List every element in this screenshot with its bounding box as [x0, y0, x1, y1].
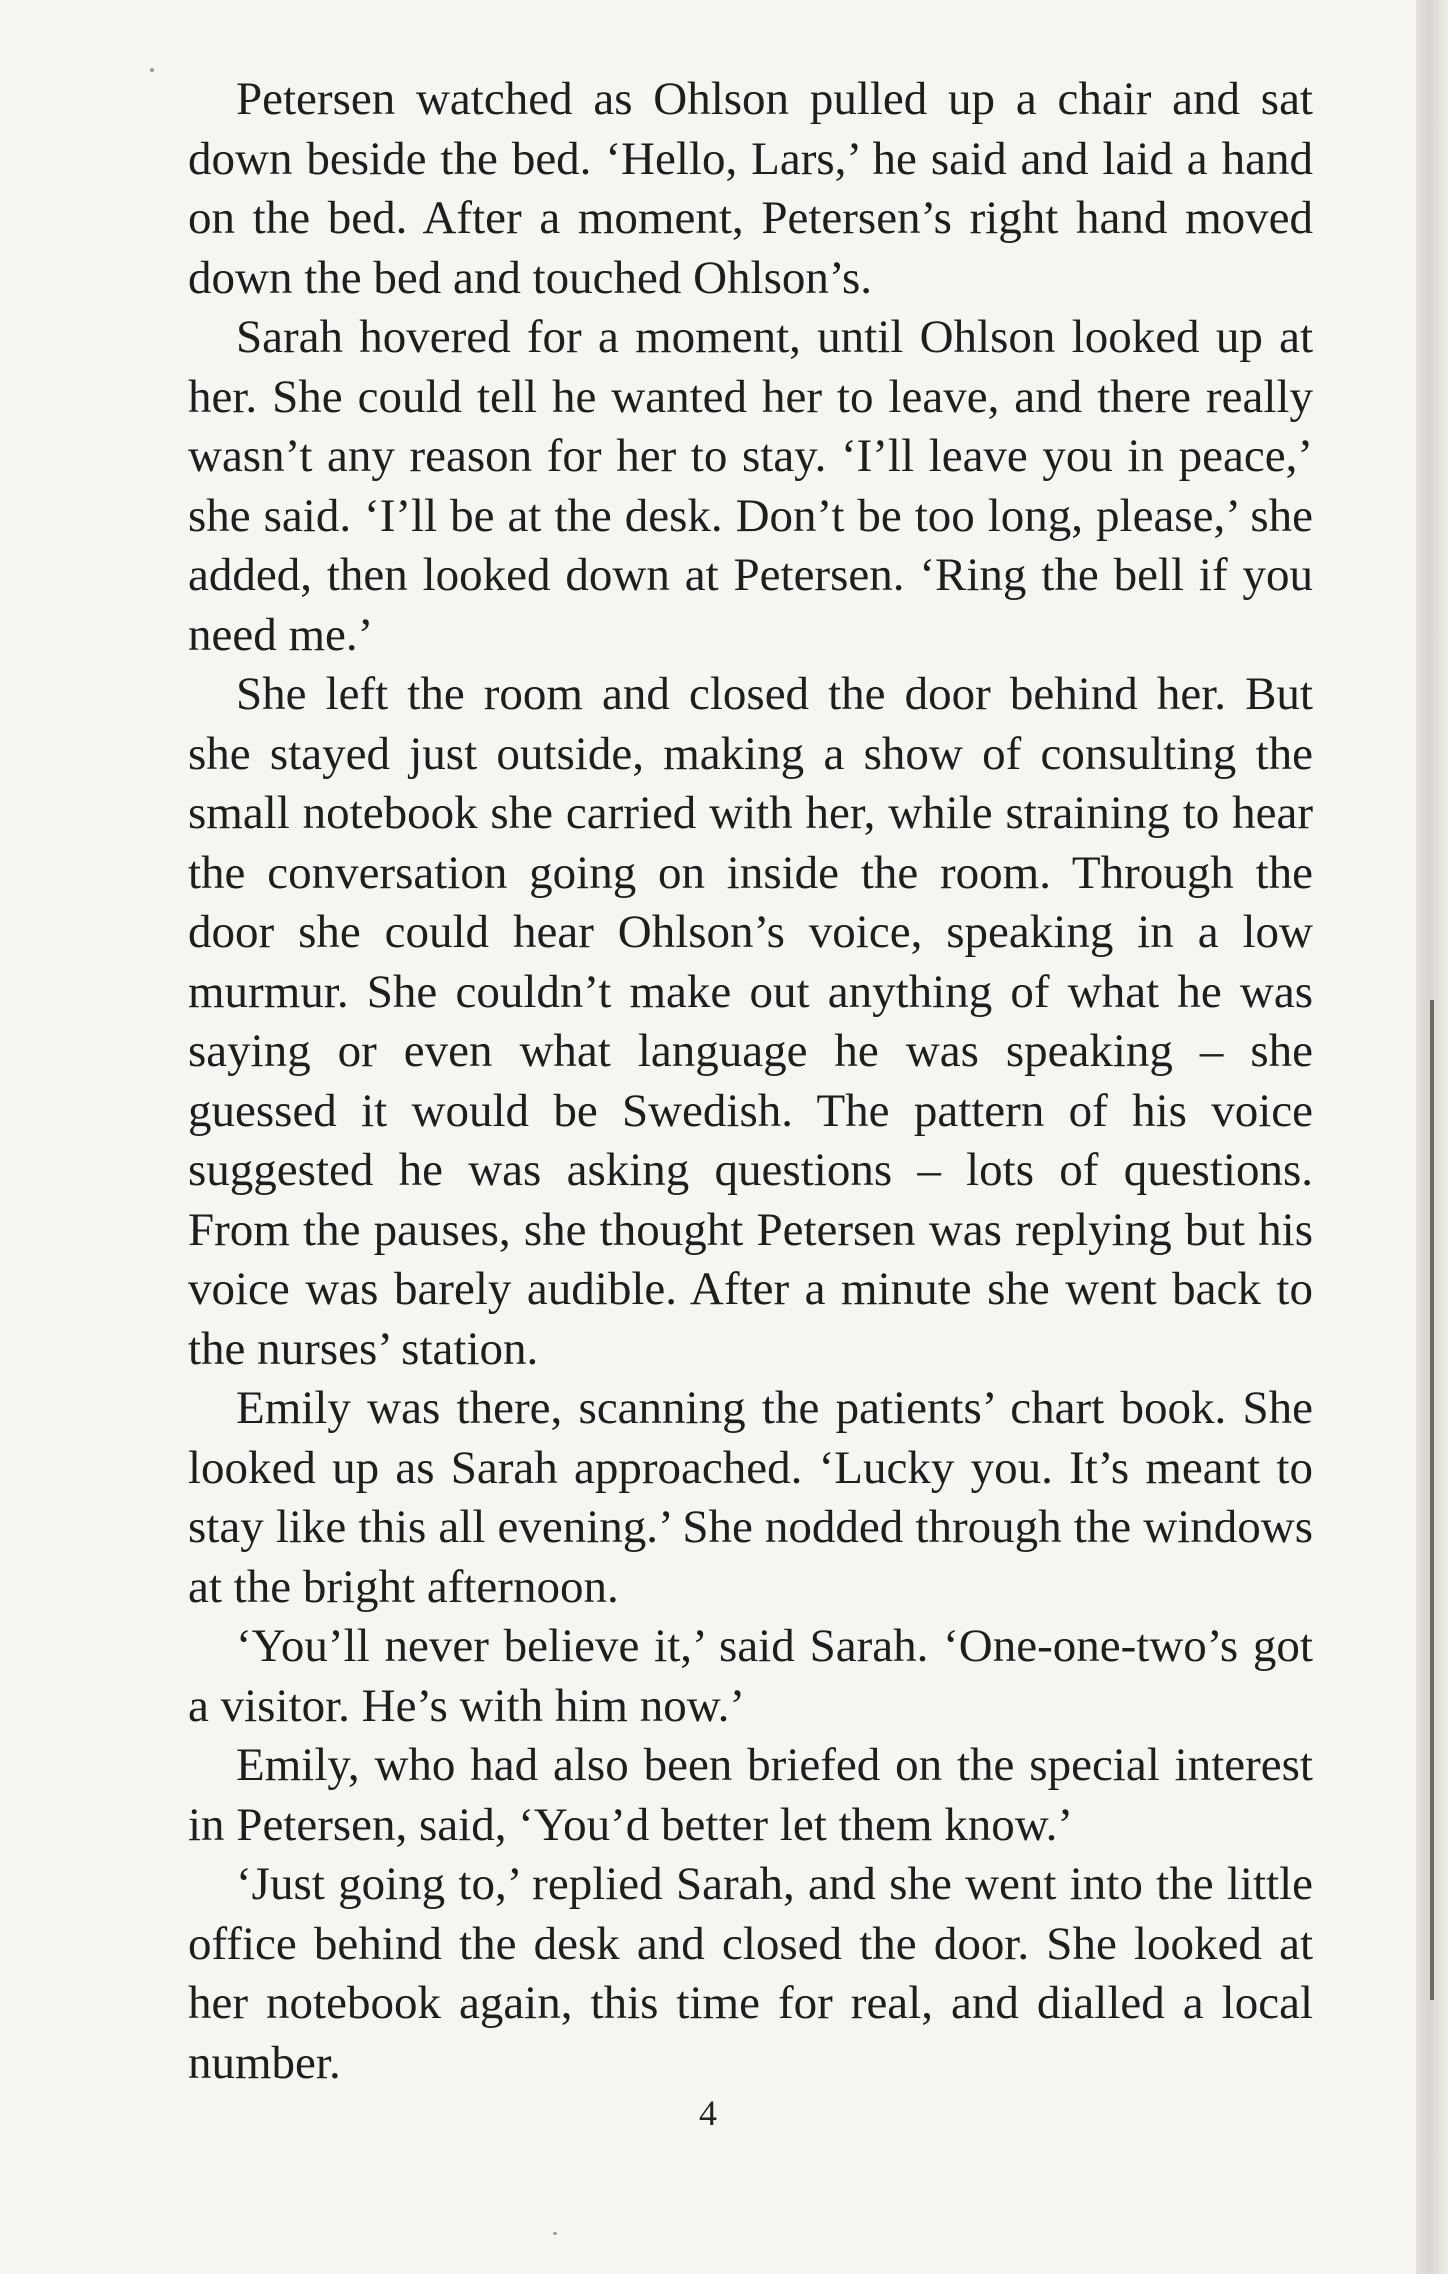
paper-speck: [553, 2232, 557, 2235]
paragraph-7: ‘Just going to,’ replied Sarah, and she went into the little office behind the desk and closed the door. She looked at her notebook again, this time for real, and dialled a local number.: [188, 1858, 1313, 2089]
paragraph-3: She left the room and closed the door behind her. But she stayed just outside, making a show of consulting the small notebook she carried with her, while straining to hear the conversation going on inside the room. Through the door she could hear Ohlson’s voice, speaking in a low murmur. She couldn’t make out anything of what he was saying or even what language he was speaking – she guessed it would be Swedish. The pattern of his voice suggested he was asking questions – lots of questions. From the pauses, she thought Petersen was replying but his voice was barely audible. After a minute she went back to the nurses’ station.: [188, 668, 1313, 1375]
paragraph-1: Petersen watched as Ohlson pulled up a chair and sat down beside the bed. ‘Hello, Lars,’ he said and laid a hand on the bed. After a moment, Petersen’s right hand moved down the bed and touched Ohlson’s.: [188, 73, 1313, 304]
page-edge-shadow: [1430, 1000, 1434, 2000]
paper-speck: [150, 68, 154, 72]
paragraph-4: Emily was there, scanning the patients’ chart book. She looked up as Sarah approached. ‘Lucky you. It’s meant to stay like this all evening.’ She nodded through the windows at the bright afternoon.: [188, 1382, 1313, 1613]
paragraph-6: Emily, who had also been briefed on the special interest in Petersen, said, ‘You’d better let them know.’: [188, 1739, 1313, 1851]
paragraph-2: Sarah hovered for a moment, until Ohlson looked up at her. She could tell he wanted her to leave, and there really wasn’t any reason for her to stay. ‘I’ll leave you in peace,’ she said. ‘I’ll be at the desk. Don’t be too long, please,’ she added, then looked down at Petersen. ‘Ring the bell if you need me.’: [188, 311, 1313, 661]
paragraph-5: ‘You’ll never believe it,’ said Sarah. ‘One-one-two’s got a visitor. He’s with him now.’: [188, 1620, 1313, 1732]
body-text: [188, 70, 1313, 2093]
page-number: 4: [699, 2093, 717, 2133]
